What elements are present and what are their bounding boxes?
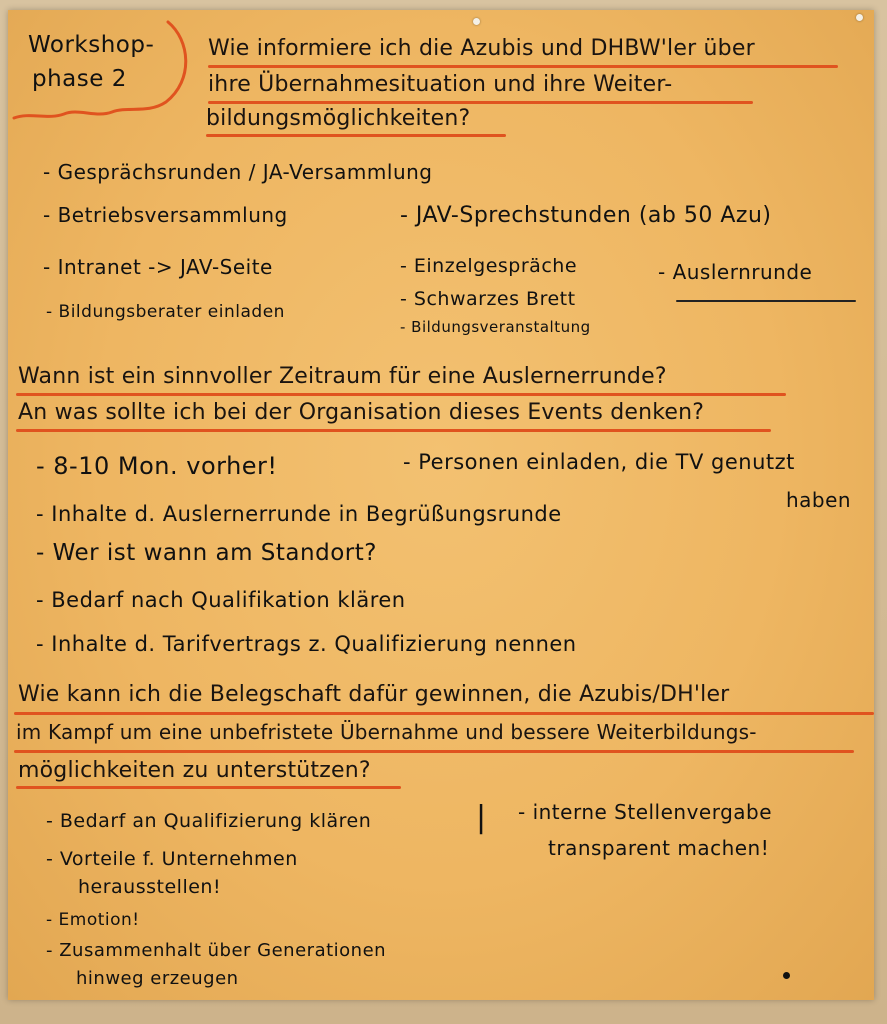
flipchart-paper [8, 10, 874, 1000]
item-intranet: - Intranet -> JAV-Seite [43, 255, 273, 279]
phase-label-line2: phase 2 [32, 66, 127, 92]
item-wer-ist-wann: - Wer ist wann am Standort? [36, 540, 377, 566]
item-vorteile-unternehmen: - Vorteile f. Unternehmen [46, 848, 298, 870]
item-interne-stellenvergabe-cont: transparent machen! [548, 836, 770, 860]
item-bedarf-qualifikation: - Bedarf nach Qualifikation klären [36, 588, 406, 612]
question2-underline [16, 393, 786, 396]
question2-line1: Wann ist ein sinnvoller Zeitraum für eine Auslernerrunde? [18, 364, 667, 389]
question3-line2: im Kampf um eine unbefristete Übernahme und bessere Weiterbildungs- [16, 720, 757, 744]
item-personen-einladen-cont: haben [786, 488, 852, 512]
question3-underline [16, 786, 401, 789]
item-betriebsversammlung: - Betriebsversammlung [43, 203, 288, 227]
question3-line3: möglichkeiten zu unterstützen? [18, 758, 371, 783]
item-bildungsveranstaltung: - Bildungsveranstaltung [400, 318, 591, 336]
pin [473, 18, 480, 25]
item-vorteile-unternehmen-cont: herausstellen! [78, 876, 222, 898]
item-gespraechsrunden: - Gesprächsrunden / JA-Versammlung [43, 160, 433, 184]
item-einzelgespraeche: - Einzelgespräche [400, 255, 578, 277]
question1-underline [206, 134, 506, 137]
item-inhalte-tarifvertrag: - Inhalte d. Tarifvertrags z. Qualifizierung nennen [36, 632, 577, 656]
item-zusammenhalt: - Zusammenhalt über Generationen [46, 940, 387, 961]
item-personen-einladen: - Personen einladen, die TV genutzt [403, 450, 795, 474]
question3-underline [14, 712, 874, 715]
question1-underline [208, 101, 753, 104]
item-bedarf-qualifizierung: - Bedarf an Qualifizierung klären [46, 810, 372, 832]
item-auslernrunde: - Auslernrunde [658, 260, 813, 284]
question3-underline [14, 750, 854, 753]
item-emotion: - Emotion! [46, 910, 140, 930]
question2-line2: An was sollte ich bei der Organisation dieses Events denken? [18, 400, 705, 425]
phase-bracket-decoration [8, 10, 208, 130]
item-zusammenhalt-cont: hinweg erzeugen [76, 968, 239, 989]
question1-line2: ihre Übernahmesituation und ihre Weiter- [208, 72, 673, 97]
item-inhalte-auslernerrunde: - Inhalte d. Auslernerrunde in Begrüßungsrunde [36, 502, 562, 526]
auslernrunde-rule [676, 300, 856, 302]
item-bildungsberater: - Bildungsberater einladen [46, 302, 285, 322]
phase-label-line1: Workshop- [28, 32, 155, 58]
column-divider: | [476, 800, 487, 835]
item-jav-sprechstunden: - JAV-Sprechstunden (ab 50 Azu) [400, 203, 772, 228]
item-schwarzes-brett: - Schwarzes Brett [400, 288, 576, 310]
question1-line3: bildungsmöglichkeiten? [206, 106, 471, 131]
item-8-10-monate: - 8-10 Mon. vorher! [36, 452, 278, 480]
question2-underline [16, 429, 771, 432]
pin [783, 972, 790, 979]
question1-line1: Wie informiere ich die Azubis und DHBW'ler über [208, 36, 755, 61]
pin [856, 14, 863, 21]
question1-underline [208, 65, 838, 68]
item-interne-stellenvergabe: - interne Stellenvergabe [518, 800, 773, 824]
question3-line1: Wie kann ich die Belegschaft dafür gewinnen, die Azubis/DH'ler [18, 682, 730, 707]
